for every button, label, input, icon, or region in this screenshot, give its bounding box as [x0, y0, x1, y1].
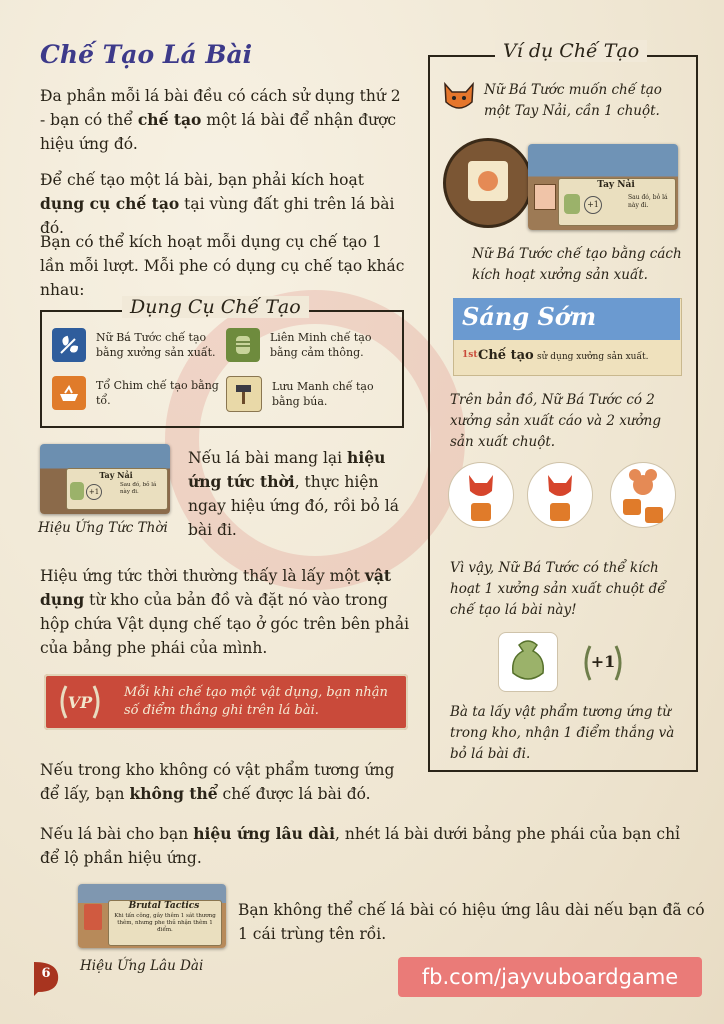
persistent-note: Bạn không thể chế lá bài có hiệu ứng lâu dài nếu bạn đã có 1 cái trùng tên rồi.: [238, 901, 705, 943]
persistent-card-image: [78, 884, 226, 948]
persistent-paragraph: Nếu lá bài cho bạn hiệu ứng lâu dài, nhét lá bài dưới bảng phe phái của bạn chỉ để lộ phần hiệu ứng.: [40, 824, 681, 867]
card-name: Tay Nải: [597, 180, 635, 190]
nest-icon: [52, 376, 86, 410]
tool-item-vagabond: [226, 376, 402, 412]
vp-plus-one: +1: [590, 652, 616, 671]
page-number: 6: [41, 966, 51, 981]
vp-laurel-icon: +1: [86, 484, 102, 500]
phase-desc: sử dụng xưởng sản xuất.: [537, 352, 649, 362]
persistent-caption: Hiệu Ứng Lâu Dài: [80, 958, 204, 974]
card-text: Sau đó, bỏ lá này đi.: [628, 194, 668, 209]
card-name: Brutal Tactics: [128, 901, 200, 911]
example-title: Ví dụ Chế Tạo: [495, 40, 647, 62]
no-item-paragraph: Nếu trong kho không có vật phẩm tương ứng để lấy, bạn không thể chế được lá bài đó.: [40, 761, 395, 803]
hammer-icon: [226, 376, 262, 412]
card-suit-icon: [84, 904, 102, 930]
bag-icon: [70, 482, 84, 500]
phase-title: Sáng Sớm: [462, 302, 597, 331]
fist-icon: [226, 328, 260, 362]
tool-item-eyrie: [52, 376, 231, 410]
workshop-icon: [52, 328, 86, 362]
intro-paragraph-2: Để chế tạo một lá bài, bạn phải kích hoạt dụng cụ chế tạo tại vùng đất ghi trên lá bài đó.: [40, 171, 395, 237]
fox-workshop-clearing-2: [527, 462, 593, 528]
example-intro: Nữ Bá Tước muốn chế tạo một Tay Nải, cần 1 chuột.: [484, 82, 662, 119]
workshop-zoom-circle: [443, 138, 533, 228]
immediate-card-image: [40, 444, 170, 514]
facebook-link[interactable]: fb.com/jayvuboardgame: [398, 957, 702, 997]
bag-item-token: [498, 632, 558, 692]
phase-step: Chế tạo: [478, 348, 534, 363]
example-card-image: [528, 144, 678, 230]
fox-workshop-clearing-1: [448, 462, 514, 528]
vp-badge: VP: [67, 692, 93, 712]
fox-icon: [442, 80, 476, 114]
tool-label: Lưu Manh chế tạo bằng búa.: [272, 380, 374, 408]
example-text-3: Vì vậy, Nữ Bá Tước có thể kích hoạt 1 xưởng sản xuất chuột để chế tạo lá bài này!: [450, 560, 666, 618]
card-text: Sau đó, bỏ lá này đi.: [120, 482, 157, 495]
intro-paragraph-1: Đa phần mỗi lá bài đều có cách sử dụng thứ 2 - bạn có thể chế tạo một lá bài để nhận được hiệu ứng đó.: [40, 87, 401, 153]
card-text: Khi tấn công, gây thêm 1 sát thương thêm, nhưng phe thủ nhận thêm 1 điểm.: [114, 913, 216, 933]
immediate-paragraph: Nếu lá bài mang lại hiệu ứng tức thời, thực hiện ngay hiệu ứng đó, rồi bỏ lá bài đi.: [188, 448, 399, 539]
mouse-workshop-clearing: [610, 462, 676, 528]
page-title: Chế Tạo Lá Bài: [40, 40, 253, 69]
intro-paragraph-3: Bạn có thể kích hoạt mỗi dụng cụ chế tạo 1 lần mỗi lượt. Mỗi phe có dụng cụ chế tạo khác nhau:: [40, 233, 405, 299]
example-text-4: Bà ta lấy vật phẩm tương ứng từ trong kho, nhận 1 điểm thắng và bỏ lá bài đi.: [450, 704, 675, 762]
example-caption-1: Nữ Bá Tước chế tạo bằng cách kích hoạt xưởng sản xuất.: [472, 246, 682, 283]
item-paragraph: Hiệu ứng tức thời thường thấy là lấy một vật dụng từ kho của bản đồ và đặt nó vào trong hộp chứa Vật dụng chế tạo ở góc trên bên phải của bảng phe phái của mình.: [40, 566, 410, 657]
crafting-tools-title: Dụng Cụ Chế Tạo: [122, 296, 309, 318]
immediate-caption: Hiệu Ứng Tức Thời: [38, 520, 168, 536]
card-name: Tay Nải: [99, 470, 133, 480]
tool-label: Nữ Bá Tước chế tạo bằng xưởng sản xuất.: [96, 331, 216, 359]
tool-label: Liên Minh chế tạo bằng cảm thông.: [270, 331, 372, 359]
page-number-leaf: [30, 958, 62, 996]
card-suit-icon: [534, 184, 556, 210]
vp-laurel-icon: +1: [584, 196, 602, 214]
vp-laurel-icon: [580, 640, 626, 686]
vp-laurel-icon: [56, 680, 104, 724]
example-text-2: Trên bản đồ, Nữ Bá Tước có 2 xưởng sản xuất cáo và 2 xưởng sản xuất chuột.: [450, 392, 661, 450]
vp-banner-text: Mỗi khi chế tạo một vật dụng, bạn nhận số điểm thắng ghi trên lá bài.: [124, 685, 388, 718]
tool-item-alliance: [226, 328, 400, 362]
tool-item-marquise: [52, 328, 231, 362]
tool-label: Tổ Chim chế tạo bằng tổ.: [96, 379, 219, 407]
phase-number: 1st: [462, 350, 478, 360]
bag-icon: [564, 194, 580, 214]
